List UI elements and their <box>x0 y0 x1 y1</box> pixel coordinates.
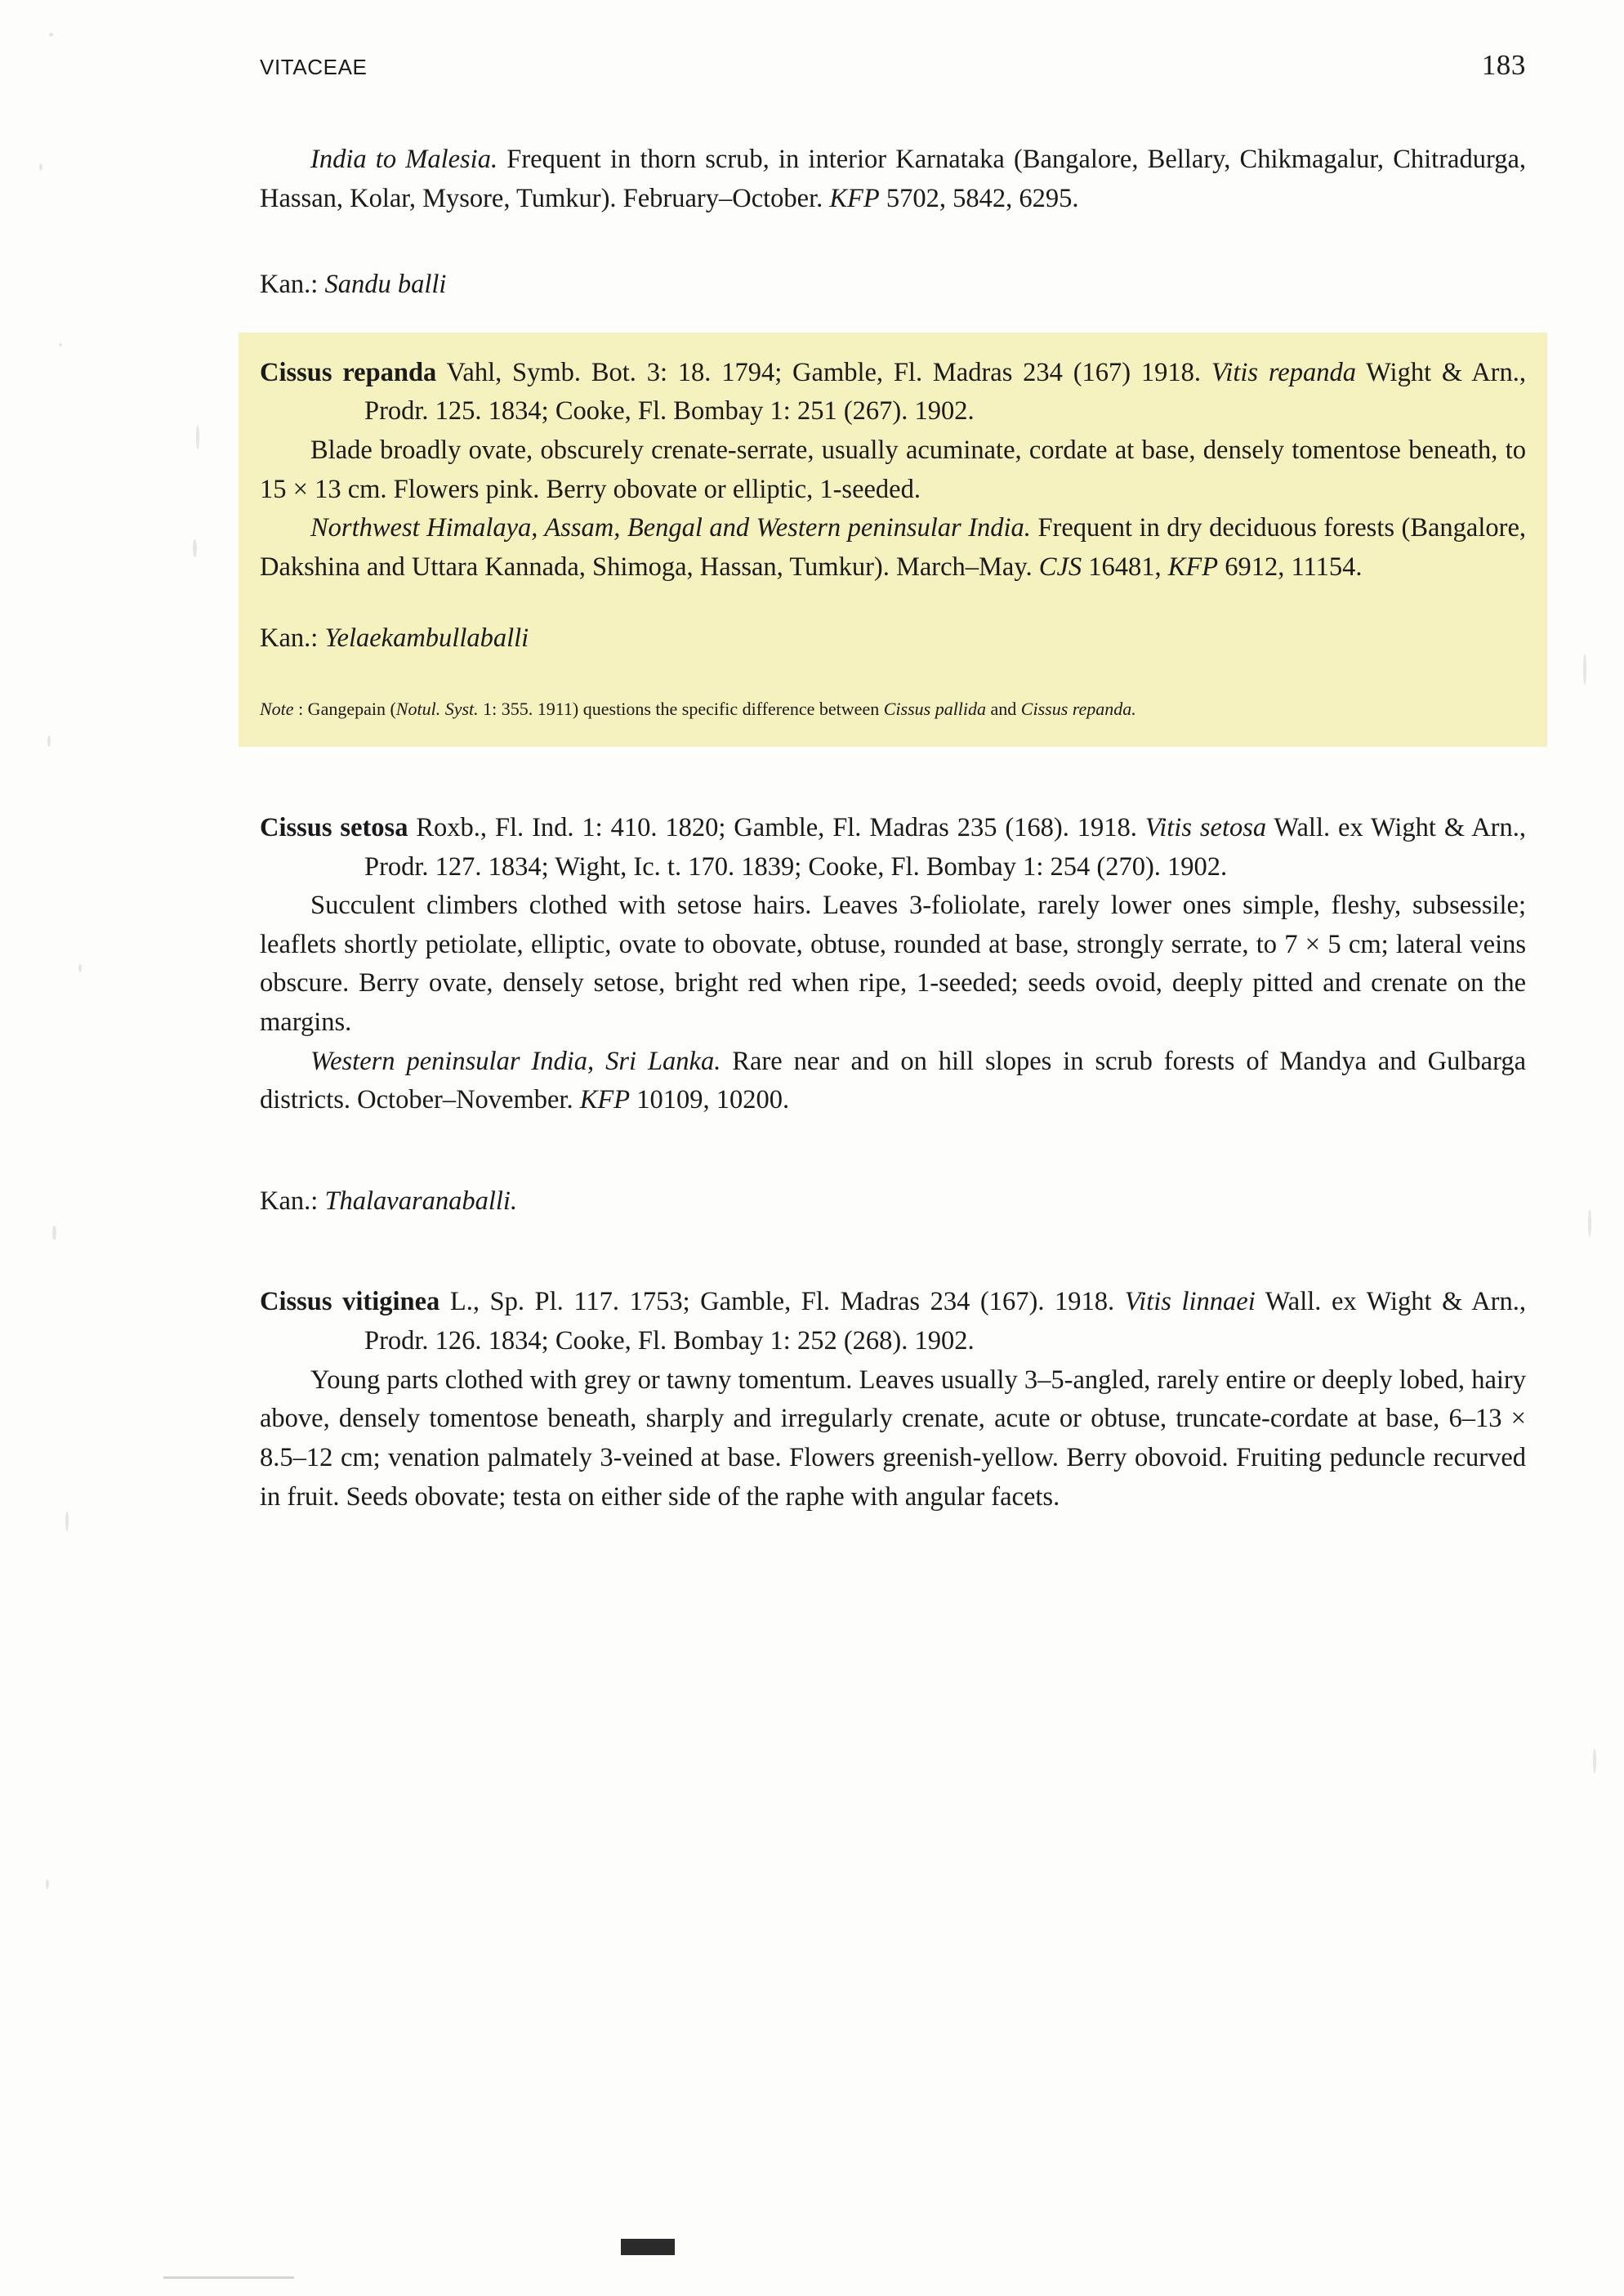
species-name: Cissus vitiginea <box>260 1287 440 1317</box>
entry-note-repanda <box>260 696 1526 722</box>
entry-description-vitiginea: Young parts clothed with grey or tawny tomentum. Leaves usually 3–5-angled, rarely entire or deeply lobed, hairy above, densely tomentose beneath, sharply and irregularly crenate, acute or obtuse, truncate-cordate at base, 6–13 × 8.5–12 cm; venation palmately 3-veined at base. Flowers greenish-yellow. Berry obovoid. Fruiting peduncle recurved in fruit. Seeds obovate; testa on either side of the raphe with angular facets. <box>260 1365 1526 1512</box>
species-citation-line1: L., Sp. Pl. 117. 1753; Gamble, Fl. Madras 234 (167). 1918. Vitis <box>449 1287 1171 1317</box>
vernacular-name-1 <box>260 266 1526 305</box>
intro-distribution-rest: Frequent in thorn scrub, in interior Karnataka (Bangalore, Bellary, Chikmagalur, Chitradurga, Hassan, Kolar, Mysore, Tumkur). February–October. KFP 5702, 5842, 6295. <box>260 145 1526 213</box>
scan-edge-line <box>163 2276 294 2279</box>
page-header <box>260 49 1526 82</box>
scan-speckle <box>49 33 53 37</box>
distribution-detail: Frequent in dry deciduous forests (Bangalore, Dakshina and Uttara Kannada, Shimoga, Hassan, Tumkur). March–May. CJS 16481, KFP 6912, 11154. <box>260 513 1527 582</box>
scan-speckle <box>59 343 62 346</box>
species-citation-line1: Roxb., Fl. Ind. 1: 410. 1820; Gamble, Fl. Madras 235 (168). 1918. <box>416 812 1137 842</box>
species-citation-line3: 252 (268). 1902. <box>796 1326 975 1356</box>
entry-heading-setosa <box>260 809 1526 887</box>
highlighted-block <box>239 333 1547 747</box>
intro-distribution-italic: India to Malesia. <box>310 145 498 174</box>
scan-speckle <box>47 735 51 747</box>
vernacular-name-2 <box>260 619 1526 659</box>
entry-distribution-repanda <box>260 509 1526 587</box>
scan-speckle <box>39 163 42 171</box>
species-name: Cissus setosa <box>260 812 408 842</box>
species-name: Cissus repanda <box>260 357 437 387</box>
species-citation-line3: 1: 251 (267). 1902. <box>770 396 975 427</box>
kan-label-1: Kan.: <box>260 270 319 300</box>
scan-speckle <box>65 1512 69 1531</box>
distribution-detail: Rare near and on hill slopes in scrub forests of Mandya and Gulbarga districts. October–November. KFP 10109, 10200. <box>260 1046 1527 1115</box>
kan-label-3: Kan.: <box>260 1186 319 1216</box>
kan-name-1: Sandu balli <box>324 270 447 300</box>
entry-heading-vitiginea <box>260 1283 1526 1360</box>
entry-description-repanda: Blade broadly ovate, obscurely crenate-serrate, usually acuminate, cordate at base, densely tomentose beneath, to 15 × 13 cm. Flowers pink. Berry obovate or elliptic, 1-seeded. <box>260 436 1526 504</box>
distribution-region: Northwest Himalaya, Assam, Bengal and Western peninsular India. <box>310 513 1031 543</box>
species-citation-line3: 1839; Cooke, Fl. Bombay 1: 254 (270). 1902. <box>741 851 1228 882</box>
scan-speckle <box>78 964 82 972</box>
entry-heading-repanda <box>260 354 1526 431</box>
species-citation-line1: Vahl, Symb. Bot. 3: 18. 1794; Gamble, Fl. Madras 234 (167) <box>446 357 1131 387</box>
scan-registration-mark <box>621 2239 675 2255</box>
scan-speckle <box>46 1879 49 1889</box>
species-citation-line2: linnaei Wall. ex Wight & Arn., Prodr. 126. 1834; Cooke, Fl. Bombay 1: <box>364 1287 1527 1356</box>
kan-name-2: Yelaekambullaballi <box>324 623 529 654</box>
species-citation-line2: Vitis setosa Wall. ex Wight & Arn., Prodr. 127. 1834; Wight, Ic. t. 170. <box>364 812 1527 882</box>
kan-label-2: Kan.: <box>260 623 319 654</box>
scan-speckle <box>193 539 197 557</box>
kan-name-3: Thalavaranaballi. <box>324 1186 518 1216</box>
scan-speckle <box>1583 654 1586 685</box>
species-citation-line2: 1918. Vitis repanda Wight & Arn., Prodr. 125. 1834; Cooke, Fl. Bombay <box>364 357 1527 427</box>
scan-speckle <box>1588 1209 1591 1237</box>
note-text: : Gangepain (Notul. Syst. 1: 355. 1911) questions the specific difference between Cissus pallida and Cissus repanda. <box>298 699 1136 720</box>
scan-speckle <box>196 425 199 449</box>
scan-speckle <box>1593 1749 1596 1773</box>
vernacular-name-3 <box>260 1182 1526 1222</box>
running-head: VITACEAE <box>260 55 368 79</box>
intro-paragraph <box>260 141 1526 218</box>
note-label: Note <box>260 699 294 720</box>
scan-speckle <box>52 1226 56 1240</box>
entry-distribution-setosa <box>260 1043 1526 1120</box>
entry-description-setosa: Succulent climbers clothed with setose hairs. Leaves 3-foliolate, rarely lower ones simple, fleshy, subsessile; leaflets shortly petiolate, elliptic, ovate to obovate, obtuse, rounded at base, strongly serrate, to 7 × 5 cm; lateral veins obscure. Berry ovate, densely setose, bright red when ripe, 1-seeded; seeds ovoid, deeply pitted and crenate on the margins. <box>260 891 1526 1038</box>
page-content <box>260 49 1526 1517</box>
distribution-region: Western peninsular India, Sri Lanka. <box>310 1046 721 1076</box>
page-number: 183 <box>1481 49 1526 81</box>
